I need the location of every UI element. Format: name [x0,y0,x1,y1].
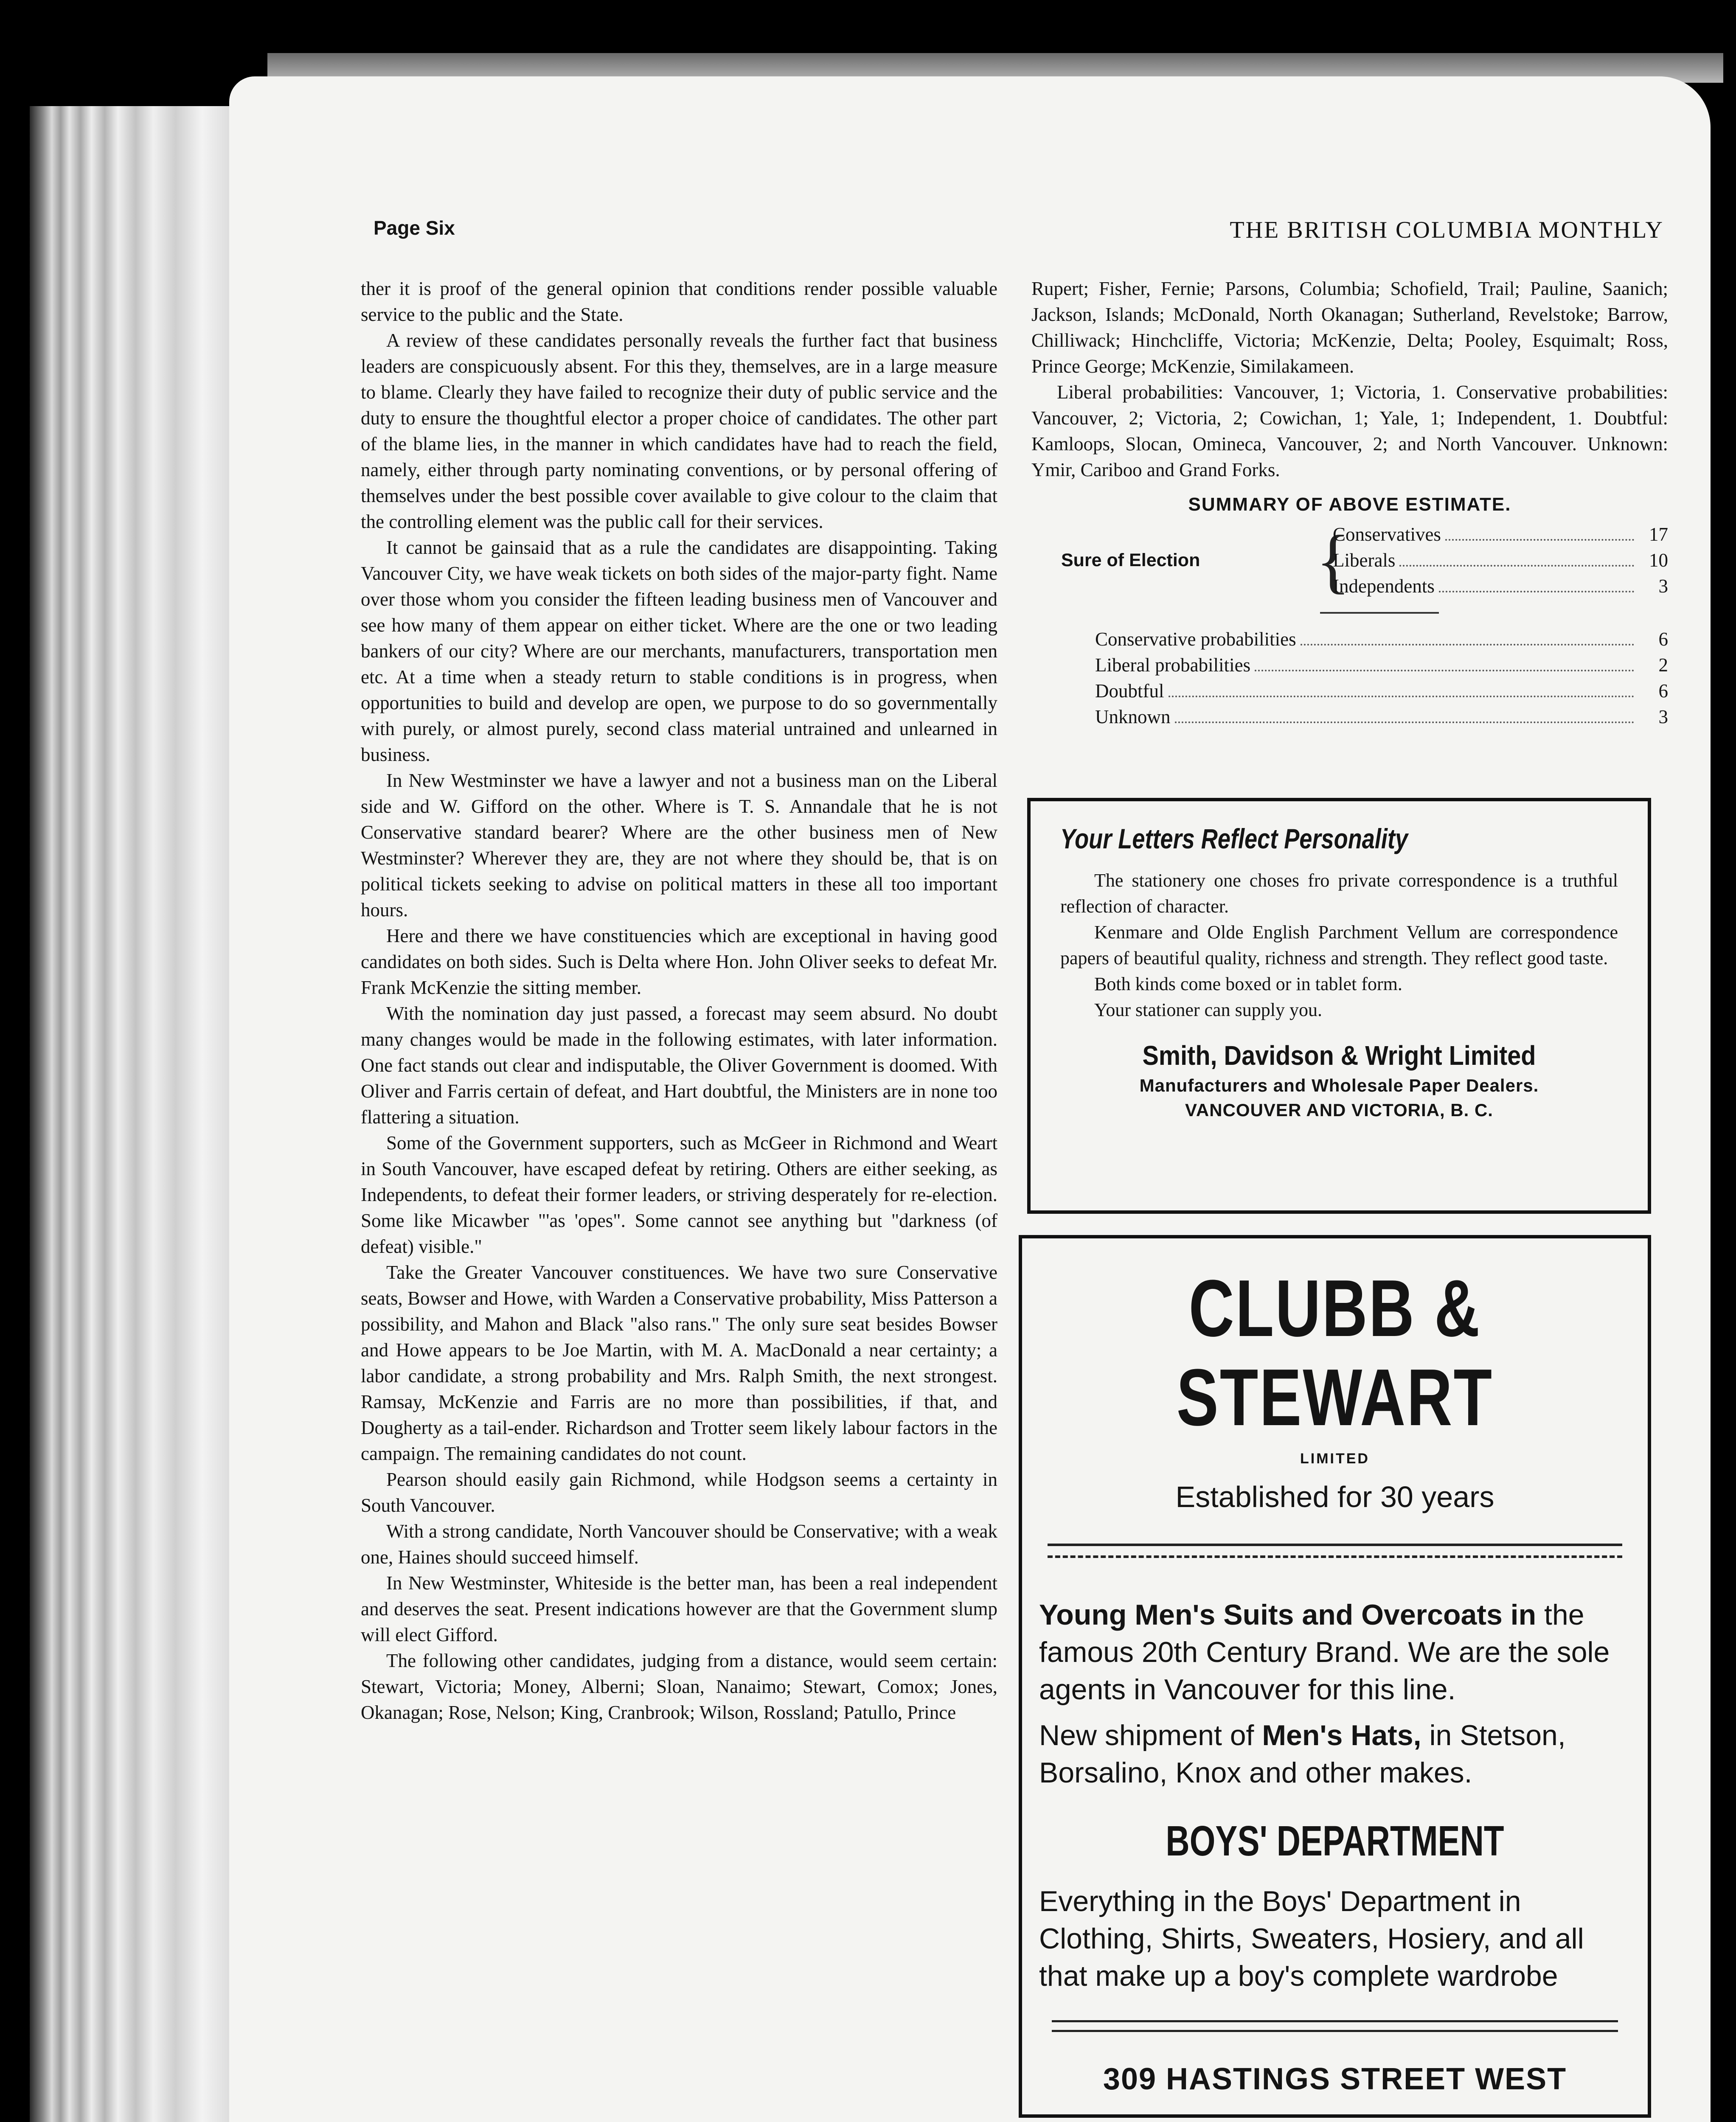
summary-title: SUMMARY OF ABOVE ESTIMATE. [1188,494,1511,515]
sure-rows [1333,522,1668,599]
ornamental-rule [1052,2020,1618,2032]
summary-row [1095,678,1668,704]
ad-paragraph: Kenmare and Olde English Parchment Vellum are correspondence papers of beautiful quality, richness and strength. They reflect good taste. [1060,922,1618,968]
ad-paragraph [1039,1596,1631,1708]
ornamental-rule [1048,1544,1622,1558]
leader-dots [1169,696,1635,697]
right-column [1031,276,1668,730]
divider [1320,612,1439,614]
paragraph: Liberal probabilities: Vancouver, 1; Victoria, 1. Conservative probabilities: Vancouver, 2; Victoria, 2; Cowichan, 1; Yale, 1; Independent, 1. Doubtful: Kamloops, Slocan, Omineca, Vancouver, 2; and North Vancouver. Unknown: Ymir, Cariboo and Grand Forks. [1031,382,1668,480]
ad-headline: Your Letters Reflect Personality [1060,823,1408,854]
paragraph: Here and there we have constituencies which are exceptional in having good candidates on both sides. Such is Delta where Hon. John Oliver seeks to defeat Mr. Frank McKenzie the sitting member. [361,925,997,998]
ad-paragraph: Everything in the Boys' Department in Clothing, Shirts, Sweaters, Hosiery, and all that make up a boy's complete wardrobe [1039,1885,1584,1992]
ad-text: in Stetson, Borsalino, Knox and other makes. [1039,1719,1566,1789]
row-label: Liberal probabilities [1095,654,1251,676]
clubb-stewart-advertisement [1019,1235,1651,2118]
brace-icon: { [1316,520,1351,601]
row-value: 6 [1658,680,1668,702]
leader-dots [1399,565,1634,567]
summary-row [1095,626,1668,652]
row-value: 6 [1658,629,1668,650]
ad-paragraph: Your stationer can supply you. [1094,999,1322,1020]
ad-paragraph [1039,1717,1631,1791]
row-value: 3 [1658,575,1668,597]
row-label: Independents [1333,575,1435,597]
row-label: Doubtful [1095,680,1164,702]
sure-label: Sure of Election [1061,550,1200,570]
boys-department-heading: BOYS' DEPARTMENT [1166,1817,1504,1865]
summary-row [1333,522,1668,547]
paragraph: With a strong candidate, North Vancouver should be Conservative; with a weak one, Haines should succeed himself. [361,1521,997,1568]
ad-brand-name: CLUBB & STEWART [1176,1263,1494,1443]
probability-rows [1095,626,1668,730]
summary-row [1095,652,1668,678]
left-column [361,276,997,1726]
bound-page-edges [30,106,250,2122]
leader-dots [1301,644,1634,646]
leader-dots [1439,591,1634,592]
ad-company-line: Manufacturers and Wholesale Paper Dealers. [1139,1075,1539,1095]
page-number: Page Six [374,217,455,239]
paragraph: Rupert; Fisher, Fernie; Parsons, Columbia; Schofield, Trail; Pauline, Saanich; Jackson, Islands; McDonald, North Okanagan; Sutherland, Revelstoke; Barrow, Chilliwack; Hinchcliffe, Victoria; McKenzie, Delta; Pooley, Esquimalt; Ross, Prince George; McKenzie, Similakameen. [1031,278,1668,377]
paragraph: In New Westminster we have a lawyer and not a business man on the Liberal side and W. Gifford on the other. Where is T. S. Annandale that he is not Conservative standard bearer? Where are the other business men of New Westminster? Wherever they are, they are not where they should be, that is on political tickets seeking to advise on political matters in these all too important hours. [361,770,997,921]
ad-text: the famous 20th Century Brand. We are the sole agents in Vancouver for this line. [1039,1599,1610,1706]
row-value: 2 [1658,654,1668,676]
summary-row [1095,704,1668,730]
paragraph: ther it is proof of the general opinion that conditions render possible valuable service to the public and the State. [361,278,997,325]
ad-company-location: VANCOUVER AND VICTORIA, B. C. [1185,1100,1493,1120]
ad-paragraph: Both kinds come boxed or in tablet form. [1094,974,1402,994]
summary-row [1333,573,1668,599]
sure-of-election-block [1031,522,1668,599]
leader-dots [1175,721,1635,723]
ad-text: New shipment of [1039,1719,1254,1751]
stationery-advertisement [1027,798,1651,1214]
row-label: Unknown [1095,706,1171,727]
row-value: 17 [1649,524,1668,545]
ad-bold-text: Men's Hats, [1262,1719,1421,1751]
ad-company-name: Smith, Davidson & Wright Limited [1142,1040,1536,1071]
leader-dots [1445,539,1634,541]
leader-dots [1255,670,1634,671]
ad-established: Established for 30 years [1175,1480,1494,1513]
summary-row [1333,547,1668,573]
row-label: Liberals [1333,550,1396,571]
paragraph: In New Westminster, Whiteside is the better man, has been a real independent and deserves the seat. Present indications however are that the Government slump will elect Gifford. [361,1572,997,1645]
ad-address: 309 HASTINGS STREET WEST [1103,2062,1567,2096]
paragraph: It cannot be gainsaid that as a rule the candidates are disappointing. Taking Vancouver City, we have weak tickets on both sides of the major-party fight. Name over those whom you consider the fifteen leading business men of Vancouver and see how many of them appear on either ticket. Where are the one or two leading bankers of our city? Where are our merchants, manufacturers, transportation men etc. At a time when a steady return to stable conditions is in progress, when opportunities to build and develop are open, we purpose to do so governmentally with purely, or almost purely, second class material untrained and unlearned in business. [361,537,997,765]
paragraph: Pearson should easily gain Richmond, while Hodgson seems a certainty in South Vancouver. [361,1469,997,1516]
paragraph: Take the Greater Vancouver constituences. We have two sure Conservative seats, Bowser and Howe, with Warden a Conservative probability, Miss Patterson a possibility, and Mahon and Black "also rans." The only sure seat besides Bowser and Howe appears to be Joe Martin, with M. A. MacDonald a near certainty; a labor candidate, a strong probability and Mrs. Ralph Smith, the next strongest. Ramsay, McKenzie and Farris are no more than possibilities, if that, and Dougherty as a tail-ender. Richardson and Trotter seem likely labour factors in the campaign. The remaining candidates do not count. [361,1262,997,1464]
ad-limited: LIMITED [1300,1451,1370,1467]
paragraph: Some of the Government supporters, such as McGeer in Richmond and Weart in South Vancouver, have escaped defeat by retiring. Others are either seeking, as Independents, to defeat their former leaders, or striving desperately for re-election. Some like Micawber "'as 'opes". Some cannot see anything but "darkness (of defeat) visible." [361,1132,997,1257]
row-value: 3 [1658,706,1668,727]
paragraph: A review of these candidates personally reveals the further fact that business leaders are conspicuously absent. For this they, themselves, are in a large measure to blame. Clearly they have failed to recognize their duty of public service and the duty to ensure the thoughtful elector a proper choice of candidates. The other part of the blame lies, in the manner in which candidates have had to reach the field, namely, either through party nominating conventions, or by personal offering of themselves under the best possible cover available to give colour to the claim that the controlling element was the public call for their services. [361,330,997,532]
journal-title: THE BRITISH COLUMBIA MONTHLY [1230,217,1664,243]
ad-bold-text: Young Men's Suits and Overcoats in [1039,1599,1537,1631]
paragraph: The following other candidates, judging from a distance, would seem certain: Stewart, Victoria; Money, Alberni; Sloan, Nanaimo; Stewart, Comox; Jones, Okanagan; Rose, Nelson; King, Cranbrook; Wilson, Rossland; Patullo, Prince [361,1650,997,1723]
row-label: Conservative probabilities [1095,629,1296,650]
paragraph: With the nomination day just passed, a forecast may seem absurd. No doubt many changes would be made in the following estimates, with later information. One fact stands out clear and indisputable, the Oliver Government is doomed. With Oliver and Farris certain of defeat, and Hart doubtful, the Ministers are in none too flattering a situation. [361,1003,997,1128]
ad-paragraph: The stationery one choses fro private correspondence is a truthful reflection of character. [1060,870,1618,917]
row-label: Conservatives [1333,524,1441,545]
row-value: 10 [1649,550,1668,571]
